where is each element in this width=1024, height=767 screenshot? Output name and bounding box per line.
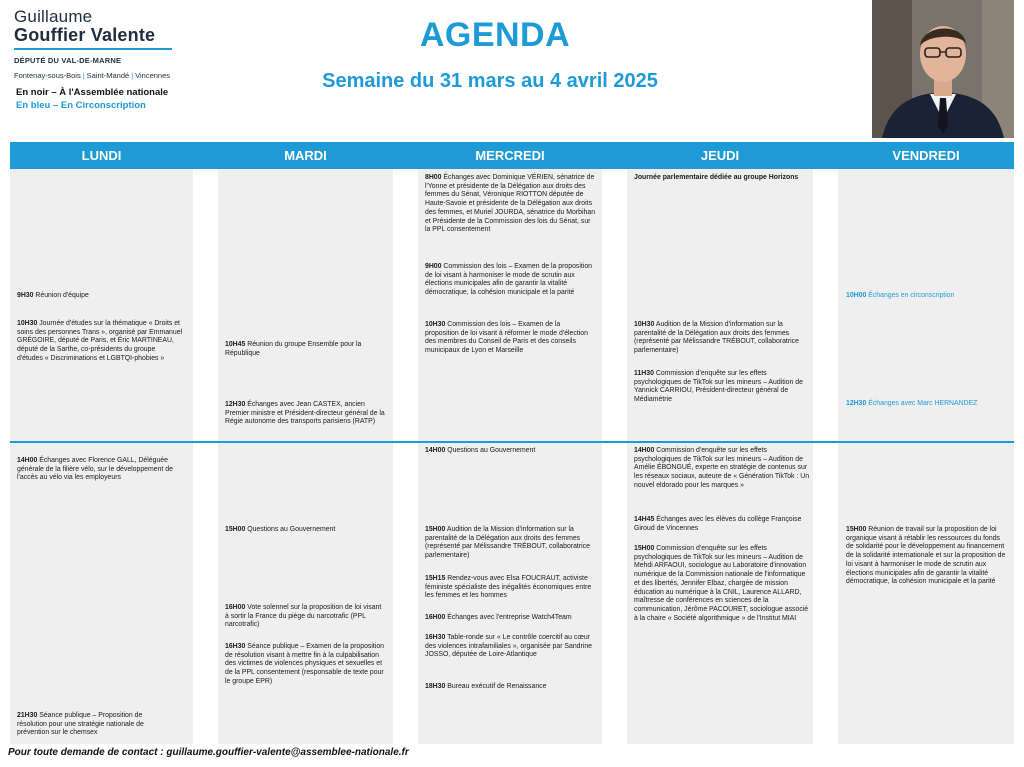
event-entry-circonscription bbox=[846, 292, 1008, 301]
event-text: Séance publique – Examen de la proposition de résolution visant à mettre fin à la culpabilisation des victimes de violences physiques et sexuelles et de la PPL consentement (responsable de texte pour le groupe EPR) bbox=[225, 643, 384, 685]
event-entry bbox=[17, 320, 183, 364]
event-text: Bureau exécutif de Renaissance bbox=[447, 683, 547, 690]
event-text: Questions au Gouvernement bbox=[247, 526, 336, 533]
event-time: 14H00 bbox=[425, 447, 446, 454]
event-time: 10H30 bbox=[425, 321, 446, 328]
event-text: Échanges en circonscription bbox=[868, 292, 955, 299]
day-header-jeudi: JEUDI bbox=[700, 148, 740, 163]
event-text: Audition de la Mission d'information sur la parentalité de la Délégation aux droits des femmes (représenté par Mélissandre TRÉBOUT, collaboratrice parlementaire) bbox=[425, 526, 590, 560]
event-text: Échanges avec les élèves du collège Françoise Giroud de Vincennes bbox=[634, 516, 802, 532]
event-entry bbox=[425, 526, 597, 561]
event-time: 15H00 bbox=[634, 545, 655, 552]
event-text: Échanges avec Dominique VÉRIEN, sénatrice de l'Yonne et présidente de la Délégation aux droits des femmes du Sénat, Véronique RIOTTON députée de Haute-Savoie et présidente de la Délégation aux droits des femmes, et Muriel JOURDA, sénatrice du Morbihan et Présidente de la Commission des lois du Sénat, sur la PPL consentement bbox=[425, 174, 596, 234]
brand-underline bbox=[14, 48, 172, 50]
event-time: 12H30 bbox=[225, 401, 246, 408]
week-title: Semaine du 31 mars au 4 avril 2025 bbox=[322, 70, 658, 92]
event-time: 10H00 bbox=[846, 292, 867, 299]
color-legend bbox=[16, 86, 168, 112]
town-separator: | bbox=[131, 71, 134, 80]
event-text: Commission d'enquête sur les effets psychologiques de TikTok sur les mineurs – Audition de Yannick CARRIOU, Président-directeur général de Médiamétrie bbox=[634, 370, 803, 404]
event-text: Questions au Gouvernement bbox=[447, 447, 536, 454]
event-time: 15H00 bbox=[425, 526, 446, 533]
event-entry bbox=[634, 545, 810, 623]
portrait-illustration bbox=[872, 0, 1014, 138]
event-text: Rendez-vous avec Elsa FOUCRAUT, activiste féministe spécialiste des inégalités économiques entre les femmes et les hommes bbox=[425, 575, 592, 600]
town-saint-mande: Saint-Mandé bbox=[86, 71, 130, 80]
event-time: 9H00 bbox=[425, 263, 442, 270]
event-time: 15H15 bbox=[425, 575, 446, 582]
event-entry bbox=[225, 526, 387, 535]
deputy-brand-block bbox=[14, 7, 194, 80]
event-entry bbox=[634, 516, 806, 533]
event-text: Séance publique – Proposition de résolution pour une stratégie nationale de prévention sur le chemsex bbox=[17, 712, 144, 737]
event-entry bbox=[225, 643, 387, 687]
event-entry bbox=[425, 263, 597, 298]
agenda-title: AGENDA bbox=[419, 16, 571, 54]
event-entry bbox=[225, 401, 387, 427]
event-time: 18H30 bbox=[425, 683, 446, 690]
day-header-mardi: MARDI bbox=[284, 148, 327, 163]
event-text: Commission des lois – Examen de la proposition de loi visant à réformer le mode d'élection des membres du Conseil de Paris et des conseils municipaux de Lyon et Marseille bbox=[425, 321, 588, 355]
event-text: Commission d'enquête sur les effets psychologiques de TikTok sur les mineurs – Audition de Mehdi ARFAOUI, sociologue au Laboratoire d'innovation numérique de la Commission nationale de l'informatique et des libertés, Jennifer Elbaz, chargée de mission éducation au numérique à la CNIL, Laurence ALLARD, maîtresse de conférences en sciences de la communication, Jérôme PACOURET, sociologue associé à la chaire « Société algorithmique » de l'Institut MIAI bbox=[634, 545, 809, 622]
event-time: 15H00 bbox=[225, 526, 246, 533]
town-fontenay: Fontenay-sous-Bois bbox=[14, 71, 81, 80]
event-entry bbox=[17, 712, 167, 738]
event-entry bbox=[425, 321, 593, 356]
event-time: 16H30 bbox=[225, 643, 246, 650]
event-time: 14H45 bbox=[634, 516, 655, 523]
event-entry bbox=[17, 292, 187, 301]
event-entry bbox=[425, 447, 597, 456]
event-entry bbox=[225, 341, 385, 358]
event-text: Échanges avec l'entreprise Watch4Team bbox=[447, 614, 572, 621]
brand-first-name: Guillaume bbox=[14, 7, 93, 26]
deputy-role: DÉPUTÉ DU VAL-DE-MARNE bbox=[14, 56, 122, 65]
event-time: 10H30 bbox=[634, 321, 655, 328]
morning-afternoon-divider bbox=[10, 441, 1014, 443]
contact-footer: Pour toute demande de contact : guillaume.gouffier-valente@assemblee-nationale.fr bbox=[8, 747, 409, 758]
event-time: 21H30 bbox=[17, 712, 38, 719]
day-header-mercredi: MERCREDI bbox=[475, 148, 545, 163]
event-entry bbox=[17, 457, 183, 483]
event-entry bbox=[425, 614, 597, 623]
constituency-towns bbox=[14, 71, 170, 80]
column-vendredi bbox=[838, 169, 1014, 744]
event-entry bbox=[634, 174, 810, 183]
event-entry bbox=[634, 321, 806, 356]
event-time: 16H00 bbox=[425, 614, 446, 621]
event-time: 12H30 bbox=[846, 400, 867, 407]
event-entry bbox=[634, 447, 810, 491]
event-entry bbox=[634, 370, 806, 405]
legend-blue: En bleu – En Circonscription bbox=[16, 100, 146, 111]
event-time: 16H30 bbox=[425, 634, 446, 641]
event-entry bbox=[846, 526, 1008, 587]
event-text: Échanges avec Florence GALL, Déléguée générale de la filière vélo, sur le développement de l'accès au vélo via les employeurs bbox=[17, 457, 173, 482]
town-vincennes: Vincennes bbox=[135, 71, 171, 80]
event-time: 15H00 bbox=[846, 526, 867, 533]
event-time: 11H30 bbox=[634, 370, 654, 377]
event-text: Réunion de travail sur la proposition de loi organique visant à rétablir les ressources du fonds de solidarité pour le développement au financement de la solidarité internationale et sur la proposition de loi visant à harmoniser le mode de scrutin aux élections municipales afin de garantir la vitalité démocratique, la cohésion municipale et la parité bbox=[846, 526, 1006, 586]
day-header-lundi: LUNDI bbox=[81, 148, 122, 163]
town-separator: | bbox=[82, 71, 85, 80]
event-text: Commission d'enquête sur les effets psychologiques de TikTok sur les mineurs – Audition de Amélie ÉBONGUÉ, experte en stratégie de contenus sur les réseaux sociaux, auteure de « Génération TikTok : Un nouvel eldorado pour les marques » bbox=[634, 447, 810, 489]
legend-black: En noir – À l'Assemblée nationale bbox=[16, 87, 169, 98]
event-text: Échanges avec Jean CASTEX, ancien Premier ministre et Président-directeur général de la Régie autonome des transports parisiens (RATP) bbox=[225, 401, 385, 426]
brand-last-name: Gouffier Valente bbox=[14, 25, 156, 45]
event-time: 8H00 bbox=[425, 174, 442, 181]
event-time: 10H45 bbox=[225, 341, 246, 348]
event-text: Audition de la Mission d'information sur la parentalité de la Délégation aux droits des femmes (représenté par Mélissandre TRÉBOUT, collaboratrice parlementaire) bbox=[634, 321, 799, 355]
event-text: Réunion d'équipe bbox=[35, 292, 89, 299]
event-text: Table-ronde sur « Le contrôle coercitif au cœur des violences intrafamiliales », organisée par Sandrine JOSSO, députée de Loire-Atlantique bbox=[425, 634, 593, 659]
event-text: Commission des lois – Examen de la proposition de loi visant à harmoniser le mode de scrutin aux élections municipales afin de garantir la vitalité démocratique, la cohésion municipale et la parité bbox=[425, 263, 593, 297]
event-entry bbox=[425, 575, 597, 601]
event-text: Réunion du groupe Ensemble pour la République bbox=[225, 341, 362, 357]
deputy-portrait-photo bbox=[872, 0, 1014, 138]
event-entry bbox=[425, 634, 597, 660]
event-time: 10H30 bbox=[17, 320, 38, 327]
event-entry bbox=[425, 683, 597, 692]
event-time: 14H00 bbox=[17, 457, 38, 464]
event-time: 14H00 bbox=[634, 447, 655, 454]
event-text: Vote solennel sur la proposition de loi visant à sortir la France du piège du narcotrafic (PPL narcotrafic) bbox=[225, 604, 382, 629]
event-entry-circonscription bbox=[846, 400, 1008, 409]
event-entry bbox=[425, 174, 597, 235]
event-entry bbox=[225, 604, 387, 630]
event-text: Journée d'études sur la thématique « Droits et soins des personnes Trans », organisé par Emmanuel GRÉGOIRE, député de Paris, et Éric MARTINEAU, député de la Sarthe, co-présidents du groupe d'études « Discriminations et LGBTQI-phobies » bbox=[17, 320, 183, 362]
event-text: Journée parlementaire dédiée au groupe Horizons bbox=[634, 174, 799, 181]
day-header-vendredi: VENDREDI bbox=[892, 148, 960, 163]
event-time: 16H00 bbox=[225, 604, 246, 611]
event-time: 9H30 bbox=[17, 292, 34, 299]
event-text: Échanges avec Marc HERNANDEZ bbox=[868, 400, 978, 407]
